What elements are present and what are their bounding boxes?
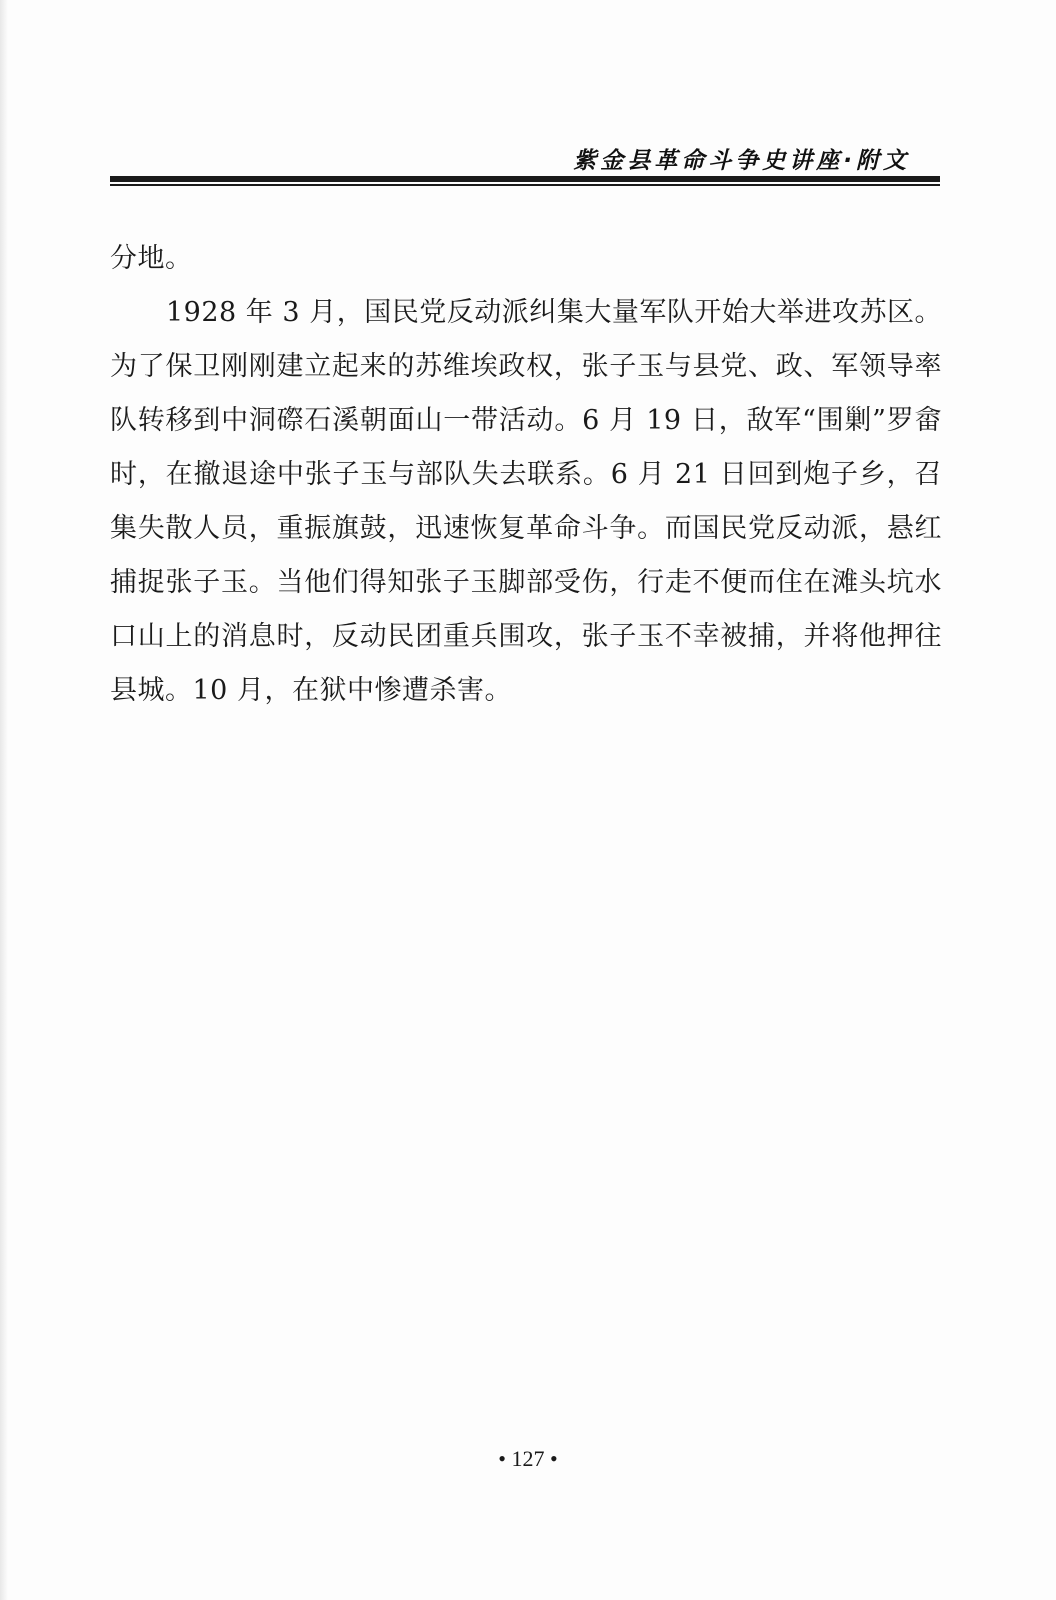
header-rule-thin <box>110 184 940 186</box>
body-text <box>110 232 942 718</box>
paragraph-continuation: 分地。 <box>110 243 193 274</box>
paragraph-main: 1928 年 3 月，国民党反动派纠集大量军队开始大举进攻苏区。为了保卫刚刚建立起来的苏维埃政权，张子玉与县党、政、军领导率队转移到中洞磜石溪朝面山一带活动。6 月 19 日，敌军“围剿”罗畲时，在撤退途中张子玉与部队失去联系。6 月 21 日回到炮子乡，召集失散人员，重振旗鼓，迅速恢复革命斗争。而国民党反动派，悬红捕捉张子玉。当他们得知张子玉脚部受伤，行走不便而住在滩头坑水口山上的消息时，反动民团重兵围攻，张子玉不幸被捕，并将他押往县城。10 月，在狱中惨遭杀害。 <box>110 297 942 706</box>
running-header <box>110 140 940 176</box>
page-edge-shadow <box>0 0 8 1600</box>
header-rule-thick <box>110 176 940 182</box>
running-title: 紫金县革命斗争史讲座·附文 <box>573 148 910 174</box>
page-number: • 127 • <box>498 1446 558 1471</box>
